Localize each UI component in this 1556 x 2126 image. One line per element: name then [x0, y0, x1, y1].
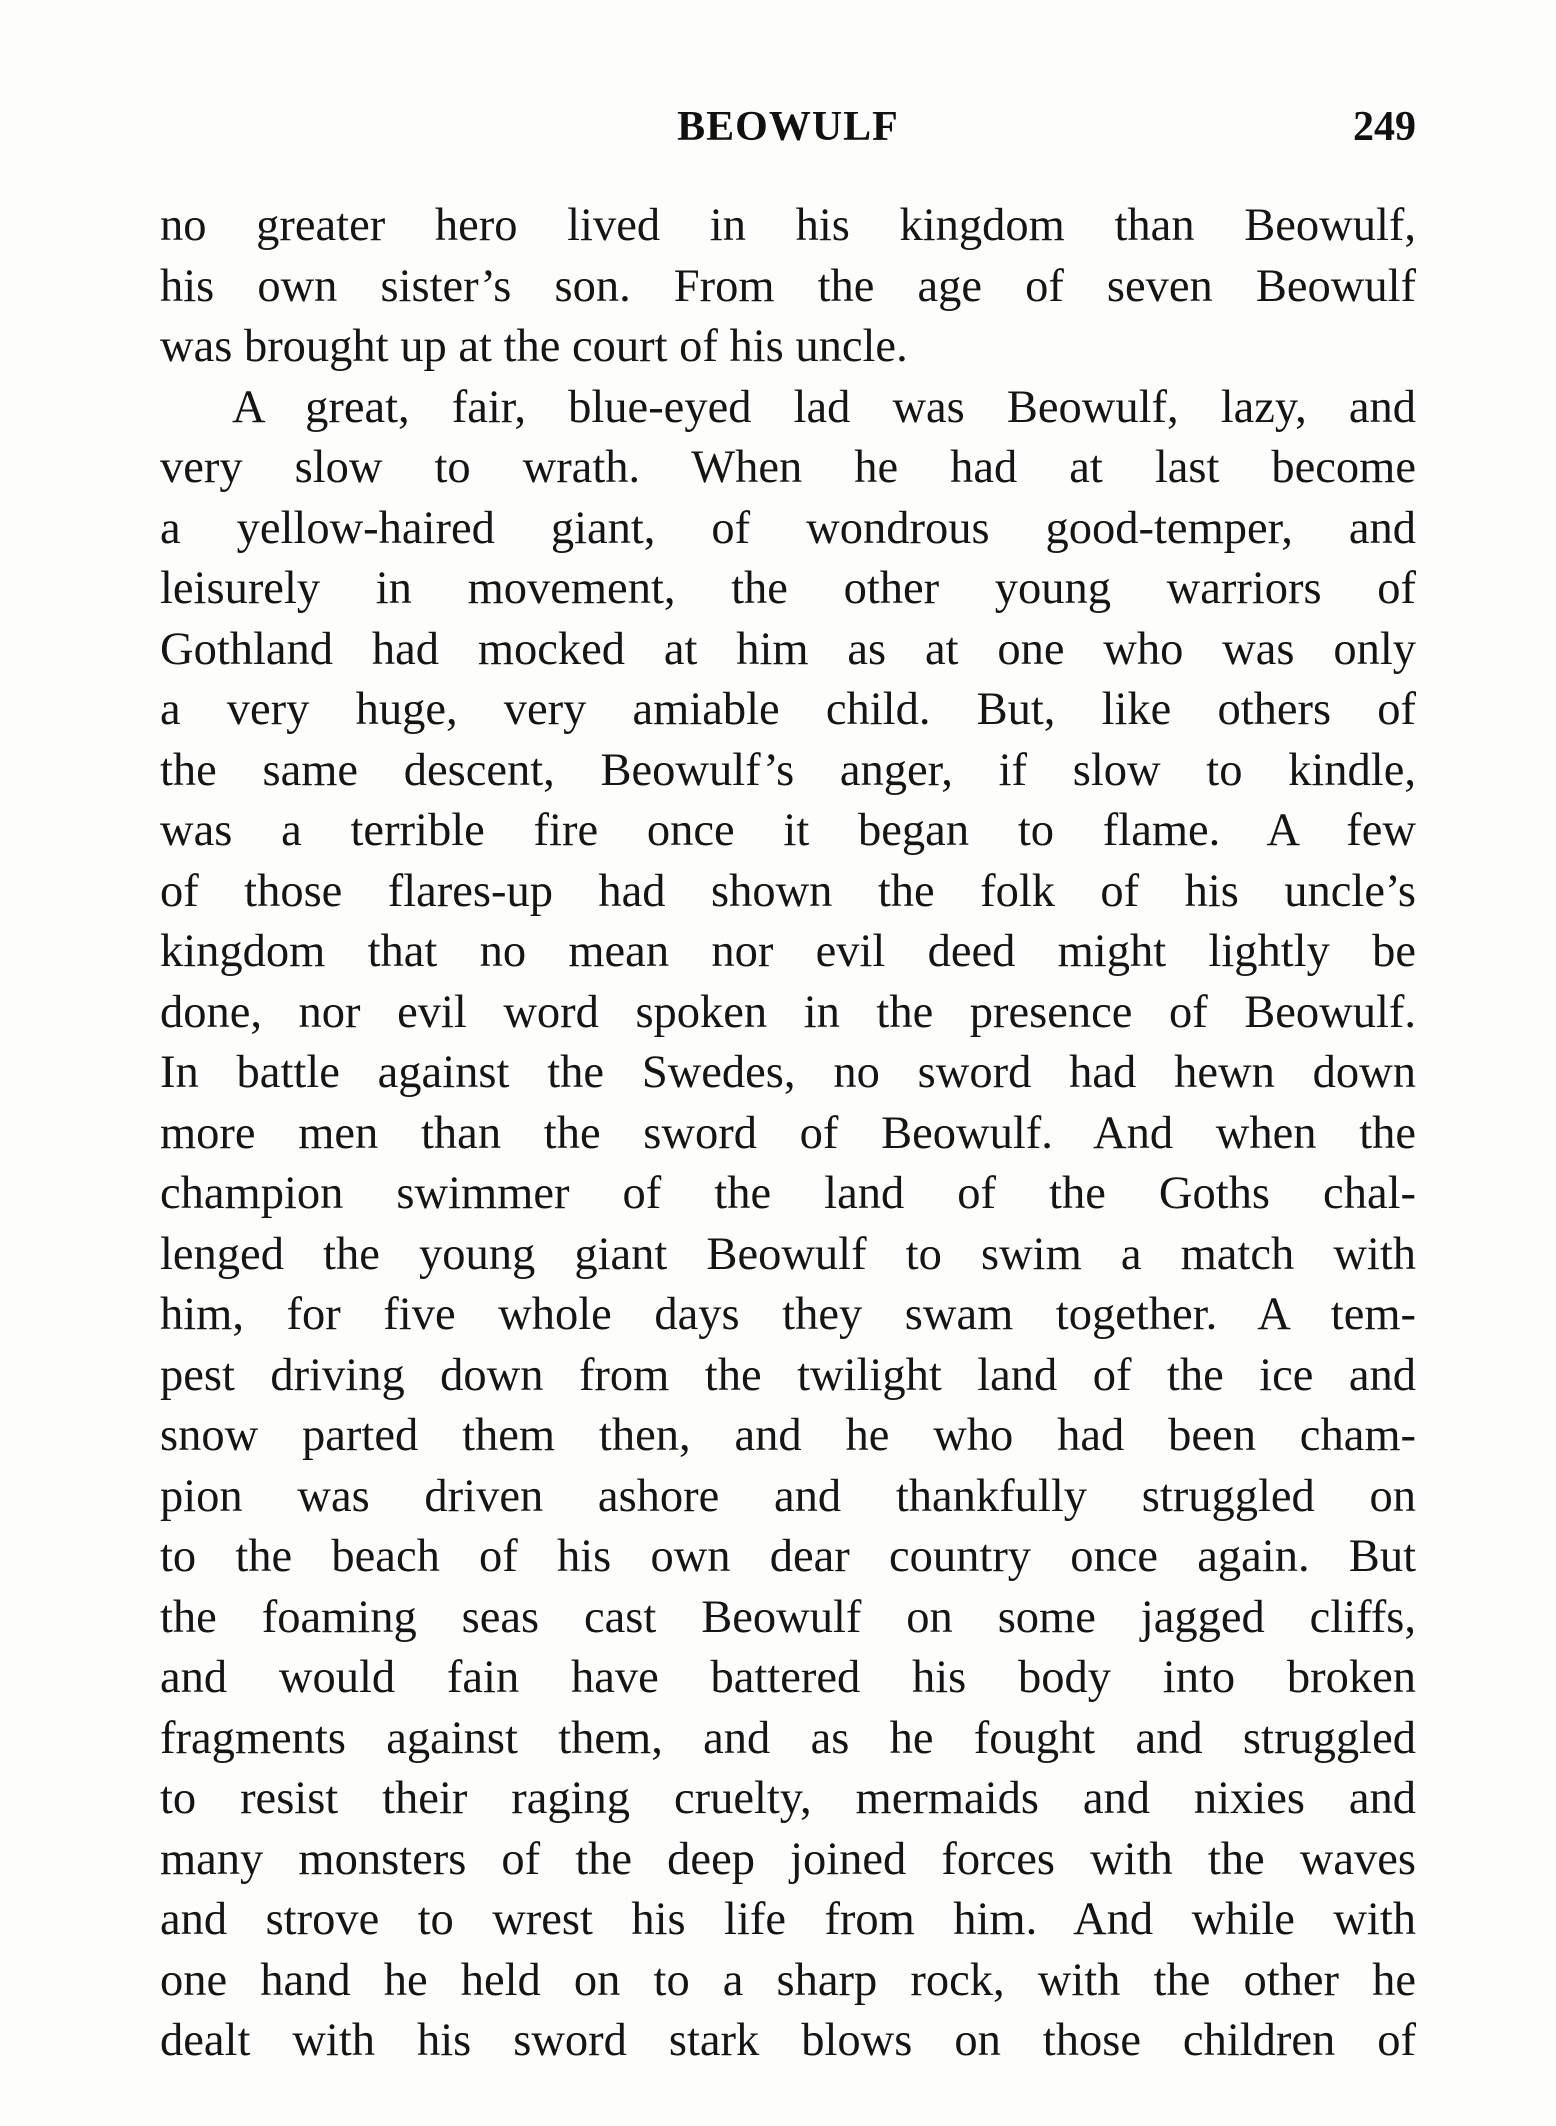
- text-line: one hand he held on to a sharp rock, with the other he: [160, 1954, 1416, 2006]
- text-line: the same descent, Beowulf’s anger, if slow to kindle,: [160, 744, 1416, 796]
- text-line: a yellow-haired giant, of wondrous good-temper, and: [160, 502, 1416, 554]
- text-line: pest driving down from the twilight land of the ice and: [160, 1349, 1416, 1401]
- running-title: BEOWULF: [677, 104, 899, 150]
- text-line: and strove to wrest his life from him. And while with: [160, 1894, 1416, 1945]
- text-line: a very huge, very amiable child. But, like others of: [160, 684, 1416, 735]
- text-line: fragments against them, and as he fought and struggled: [160, 1712, 1416, 1764]
- text-line: the foaming seas cast Beowulf on some jagged cliffs,: [160, 1591, 1416, 1643]
- text-line: snow parted them then, and he who had been cham-: [160, 1410, 1416, 1461]
- text-line: no greater hero lived in his kingdom than Beowulf,: [160, 200, 1416, 251]
- running-head: [160, 103, 1416, 163]
- text-line: and would fain have battered his body into broken: [160, 1652, 1416, 1703]
- text-line: champion swimmer of the land of the Goths chal-: [160, 1168, 1416, 1219]
- text-line: In battle against the Swedes, no sword had hewn down: [160, 1047, 1416, 1098]
- text-line: him, for five whole days they swam together. A tem-: [160, 1289, 1416, 1340]
- text-line: was brought up at the court of his uncle.: [160, 321, 908, 372]
- text-line: done, nor evil word spoken in the presence of Beowulf.: [160, 986, 1416, 1038]
- body-text: [160, 196, 1416, 2072]
- text-line: his own sister’s son. From the age of seven Beowulf: [160, 260, 1416, 312]
- text-line: pion was driven ashore and thankfully struggled on: [160, 1470, 1416, 1522]
- text-line: to the beach of his own dear country once again. But: [160, 1531, 1416, 1582]
- text-line: lenged the young giant Beowulf to swim a match with: [160, 1228, 1416, 1280]
- text-line: more men than the sword of Beowulf. And when the: [160, 1107, 1416, 1159]
- text-line: to resist their raging cruelty, mermaids and nixies and: [160, 1773, 1416, 1824]
- text-line: was a terrible fire once it began to flame. A few: [160, 805, 1416, 856]
- text-line: leisurely in movement, the other young warriors of: [160, 563, 1416, 614]
- text-line: very slow to wrath. When he had at last become: [160, 442, 1416, 493]
- text-line: dealt with his sword stark blows on those children of: [160, 2015, 1416, 2066]
- text-line: many monsters of the deep joined forces with the waves: [160, 1833, 1416, 1885]
- text-line: Gothland had mocked at him as at one who was only: [160, 623, 1416, 675]
- text-line: A great, fair, blue-eyed lad was Beowulf, lazy, and: [232, 381, 1416, 433]
- text-line: kingdom that no mean nor evil deed might lightly be: [160, 926, 1416, 977]
- text-line: of those flares-up had shown the folk of his uncle’s: [160, 865, 1416, 917]
- page-number: 249: [1353, 104, 1416, 150]
